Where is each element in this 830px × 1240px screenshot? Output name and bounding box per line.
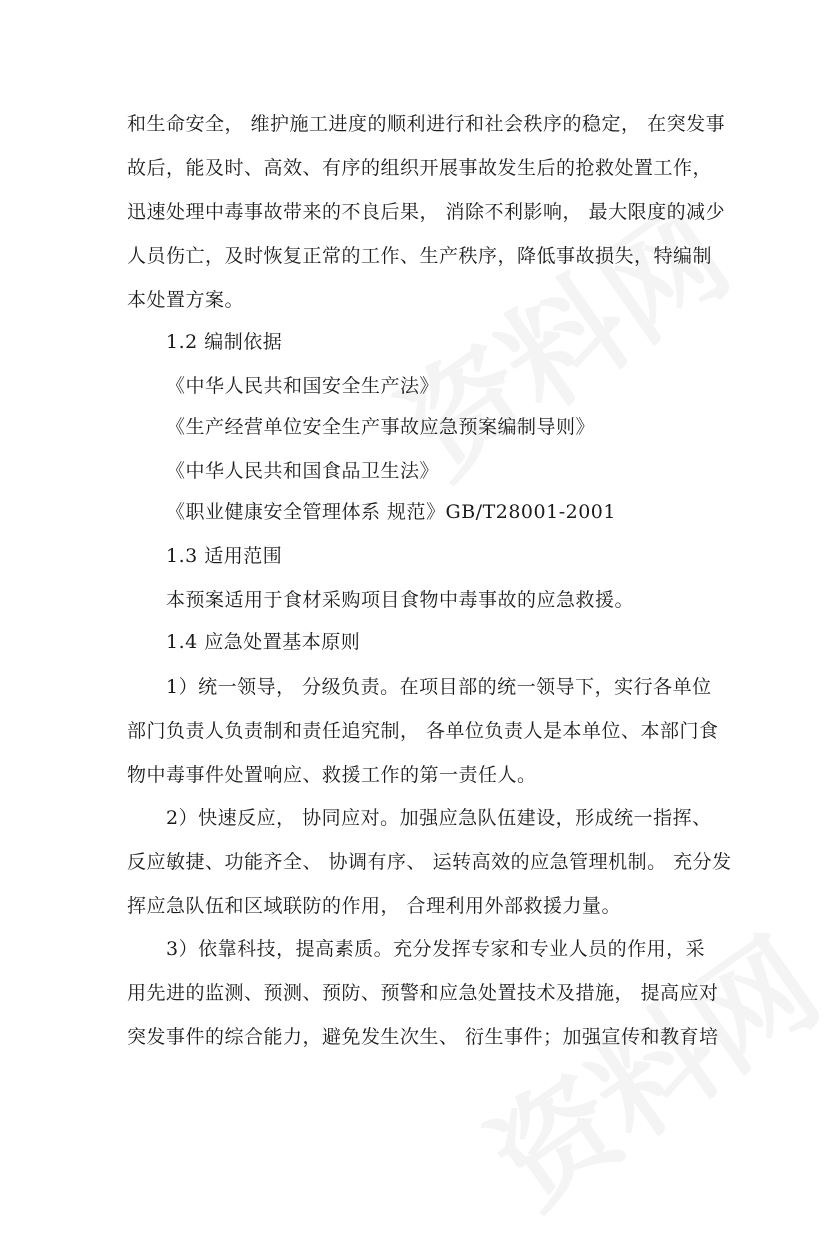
- paragraph-line: 迅速处理中毒事故带来的不良后果， 消除不利影响， 最大限度的减少: [127, 201, 726, 223]
- reference-item: 《职业健康安全管理体系 规范》GB/T28001-2001: [166, 501, 616, 523]
- principle-line: 部门负责人负责制和责任追究制， 各单位负责人是本单位、本部门食: [127, 720, 719, 742]
- section-heading: 1.2 编制依据: [166, 331, 283, 353]
- paragraph-line: 本处置方案。: [127, 289, 245, 311]
- paragraph-line: 本预案适用于食材采购项目食物中毒事故的应急救援。: [166, 589, 635, 611]
- section-heading: 1.3 适用范围: [166, 545, 283, 567]
- principle-line: 3）依靠科技，提高素质。充分发挥专家和专业人员的作用，采: [166, 938, 706, 960]
- principle-line: 用先进的监测、预测、预防、预警和应急处置技术及措施， 提高应对: [127, 982, 719, 1004]
- principle-line: 挥应急队伍和区域联防的作用， 合理利用外部救援力量。: [127, 895, 622, 917]
- principle-line: 突发事件的综合能力，避免发生次生、 衍生事件；加强宣传和教育培: [127, 1026, 719, 1048]
- principle-line: 1）统一领导， 分级负责。在项目部的统一领导下，实行各单位: [166, 676, 712, 698]
- paragraph-line: 和生命安全， 维护施工进度的顺利进行和社会秩序的稳定， 在突发事: [127, 113, 726, 135]
- paragraph-line: 故后，能及时、高效、有序的组织开展事故发生后的抢救处置工作，: [127, 157, 713, 179]
- section-heading: 1.4 应急处置基本原则: [166, 631, 361, 653]
- principle-line: 物中毒事件处置响应、救援工作的第一责任人。: [127, 764, 537, 786]
- reference-item: 《中华人民共和国安全生产法》: [166, 375, 440, 397]
- reference-item: 《中华人民共和国食品卫生法》: [166, 460, 440, 482]
- paragraph-line: 人员伤亡，及时恢复正常的工作、生产秩序，降低事故损失，特编制: [127, 245, 713, 267]
- principle-line: 反应敏捷、功能齐全、 协调有序、 运转高效的应急管理机制。 充分发: [127, 851, 732, 873]
- reference-item: 《生产经营单位安全生产事故应急预案编制导则》: [166, 416, 596, 438]
- principle-line: 2）快速反应， 协同应对。加强应急队伍建设，形成统一指挥、: [166, 807, 712, 829]
